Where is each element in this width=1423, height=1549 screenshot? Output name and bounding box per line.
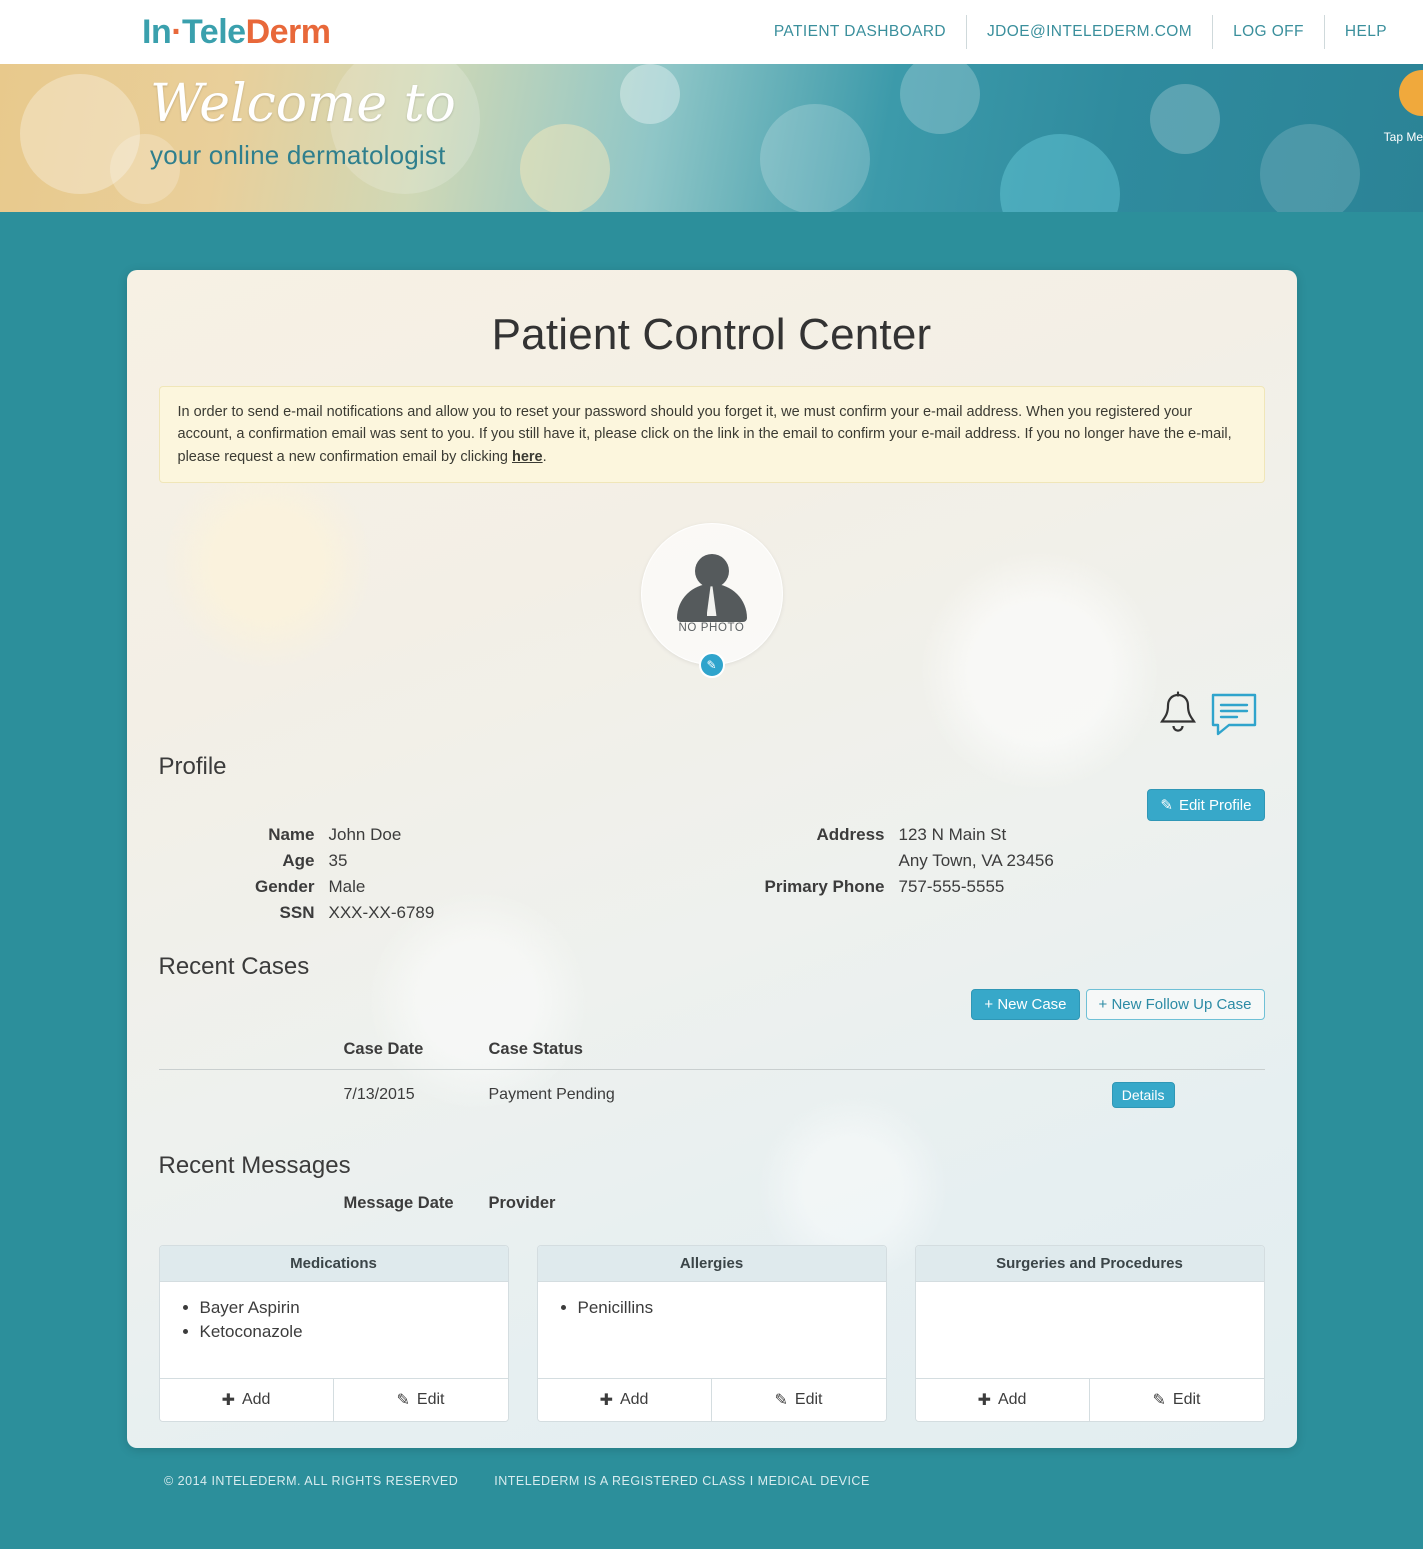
logo-part-in: In bbox=[142, 12, 172, 51]
nav-patient-dashboard[interactable]: PATIENT DASHBOARD bbox=[773, 23, 947, 40]
email-confirmation-alert bbox=[159, 386, 1265, 483]
notification-icons-row bbox=[159, 687, 1259, 739]
patient-control-center-card bbox=[127, 270, 1297, 1448]
profile-label-age: Age bbox=[282, 851, 315, 871]
recent-cases-actions bbox=[159, 989, 1265, 1020]
profile-label-blank bbox=[729, 903, 899, 923]
profile-label-name: Name bbox=[268, 825, 315, 845]
medications-panel-body bbox=[160, 1282, 508, 1378]
profile-value-name: John Doe bbox=[328, 825, 402, 845]
site-logo[interactable] bbox=[142, 13, 331, 52]
page-footer bbox=[0, 1474, 1423, 1488]
allergies-panel-title: Allergies bbox=[538, 1246, 886, 1282]
pencil-icon: ✎ bbox=[396, 1392, 410, 1410]
medications-edit-label: Edit bbox=[416, 1391, 445, 1409]
plus-icon: ✚ bbox=[221, 1392, 235, 1410]
medications-panel bbox=[159, 1245, 509, 1422]
footer-device-statement: INTELEDERM IS A REGISTERED CLASS I MEDICAL DEVICE bbox=[494, 1474, 870, 1489]
profile-value-address-line1: 123 N Main St bbox=[898, 825, 1007, 845]
avatar-area bbox=[159, 523, 1265, 673]
pencil-icon: ✎ bbox=[1160, 797, 1173, 815]
hero-subtitle-text: your online dermatologist bbox=[150, 140, 446, 170]
allergies-add-button[interactable] bbox=[538, 1379, 712, 1421]
alert-text-part1: In order to send e-mail notifications and allow you to reset your password should you forget it, we must confirm your e-mail address. When you registered your account, a confirmation email was sent to you. If you still have it, please click on the link in the email to confirm your e-mail address. If you no longer have the e-mail, please request a new confirmation email by clicking bbox=[177, 404, 1232, 465]
profile-label-address-line2 bbox=[729, 851, 899, 871]
profile-value-ssn: XXX-XX-6789 bbox=[328, 903, 435, 923]
surgeries-edit-label: Edit bbox=[1172, 1391, 1201, 1409]
table-header-row bbox=[159, 1032, 1265, 1070]
alert-here-link[interactable]: here bbox=[511, 448, 543, 465]
pencil-icon: ✎ bbox=[1152, 1392, 1166, 1410]
tap-me-widget[interactable] bbox=[1361, 70, 1423, 180]
hero-text-block bbox=[0, 74, 1423, 171]
profile-heading: Profile bbox=[158, 753, 227, 781]
medications-panel-title: Medications bbox=[160, 1246, 508, 1282]
table-header-row bbox=[159, 1186, 1265, 1223]
allergies-panel-body bbox=[538, 1282, 886, 1378]
edit-profile-button[interactable] bbox=[1147, 789, 1264, 821]
hero-welcome-text: Welcome to bbox=[150, 74, 456, 134]
person-placeholder-icon bbox=[676, 554, 748, 620]
profile-value-age: 35 bbox=[328, 851, 348, 871]
profile-actions bbox=[159, 789, 1265, 821]
messages-chat-icon[interactable] bbox=[1209, 689, 1259, 737]
surgeries-panel-footer bbox=[916, 1378, 1264, 1421]
page-title: Patient Control Center bbox=[491, 310, 932, 359]
list-item: • Bayer Aspirin bbox=[200, 1298, 496, 1318]
column-message-actions bbox=[899, 1186, 1265, 1223]
profile-value-primary-phone: 757-555-5555 bbox=[898, 877, 1005, 897]
footer-copyright: © 2014 INTELEDERM. ALL RIGHTS RESERVED bbox=[164, 1474, 459, 1489]
profile-label-gender: Gender bbox=[254, 877, 315, 897]
allergies-panel-footer bbox=[538, 1378, 886, 1421]
surgeries-add-label: Add bbox=[997, 1391, 1027, 1409]
surgeries-panel bbox=[915, 1245, 1265, 1422]
tap-me-label: Tap Me bbox=[1383, 130, 1423, 144]
allergies-panel bbox=[537, 1245, 887, 1422]
surgeries-edit-button[interactable] bbox=[1090, 1379, 1264, 1421]
plus-icon: ✚ bbox=[599, 1392, 613, 1410]
cell-case-status: Payment Pending bbox=[488, 1086, 615, 1104]
profile-details-grid bbox=[159, 825, 1265, 923]
surgeries-panel-title: Surgeries and Procedures bbox=[916, 1246, 1264, 1282]
cell-case-date: 7/13/2015 bbox=[343, 1086, 415, 1104]
surgeries-panel-body bbox=[916, 1282, 1264, 1378]
nav-account-email[interactable]: JDOE@INTELEDERM.COM bbox=[966, 15, 1212, 49]
column-case-status: Case Status bbox=[479, 1032, 899, 1070]
profile-label-address: Address bbox=[816, 825, 885, 845]
recent-cases-heading: Recent Cases bbox=[158, 953, 310, 981]
plus-icon: ✚ bbox=[977, 1392, 991, 1410]
allergies-add-label: Add bbox=[619, 1391, 649, 1409]
nav-help[interactable]: HELP bbox=[1324, 15, 1423, 49]
primary-nav-links bbox=[754, 13, 1423, 51]
list-item: • Penicillins bbox=[578, 1298, 874, 1318]
new-follow-up-case-button[interactable]: + New Follow Up Case bbox=[1086, 989, 1265, 1020]
column-case-date: Case Date bbox=[159, 1032, 479, 1070]
recent-cases-table bbox=[159, 1032, 1265, 1120]
nav-log-off[interactable]: LOG OFF bbox=[1212, 15, 1324, 49]
profile-label-ssn: SSN bbox=[279, 903, 315, 923]
column-case-actions bbox=[899, 1032, 1265, 1070]
column-message-date: Message Date bbox=[343, 1194, 454, 1213]
case-details-button[interactable]: Details bbox=[1112, 1082, 1175, 1108]
hero-banner bbox=[0, 64, 1423, 212]
bell-icon[interactable] bbox=[1155, 689, 1201, 737]
allergies-edit-label: Edit bbox=[794, 1391, 823, 1409]
medications-edit-button[interactable] bbox=[334, 1379, 508, 1421]
medications-add-label: Add bbox=[241, 1391, 271, 1409]
health-info-panels bbox=[159, 1245, 1265, 1422]
tap-me-circle-icon[interactable] bbox=[1399, 70, 1423, 116]
table-row bbox=[159, 1070, 1265, 1121]
logo-dot: · bbox=[171, 12, 183, 51]
column-provider: Provider bbox=[488, 1194, 556, 1213]
recent-messages-heading: Recent Messages bbox=[158, 1152, 351, 1180]
page-body bbox=[0, 212, 1423, 1549]
recent-messages-table bbox=[159, 1186, 1265, 1223]
logo-part-tele: Tele bbox=[182, 12, 246, 51]
edit-photo-icon[interactable]: ✎ bbox=[699, 652, 725, 678]
medications-add-button[interactable] bbox=[160, 1379, 334, 1421]
avatar-caption: NO PHOTO bbox=[678, 622, 745, 635]
medications-panel-footer bbox=[160, 1378, 508, 1421]
alert-text-part2: . bbox=[542, 448, 547, 465]
profile-value-gender: Male bbox=[328, 877, 366, 897]
list-item: • Ketoconazole bbox=[200, 1322, 496, 1342]
avatar[interactable] bbox=[641, 523, 783, 673]
logo-part-derm: Derm bbox=[245, 12, 331, 51]
profile-label-primary-phone: Primary Phone bbox=[764, 877, 885, 897]
allergies-edit-button[interactable] bbox=[712, 1379, 886, 1421]
surgeries-add-button[interactable] bbox=[916, 1379, 1090, 1421]
edit-profile-label: Edit Profile bbox=[1178, 796, 1252, 814]
pencil-icon: ✎ bbox=[774, 1392, 788, 1410]
top-navigation-bar bbox=[0, 0, 1423, 64]
profile-value-blank bbox=[899, 903, 1265, 923]
new-case-button[interactable]: + New Case bbox=[971, 989, 1079, 1020]
profile-value-address-line2: Any Town, VA 23456 bbox=[898, 851, 1054, 871]
